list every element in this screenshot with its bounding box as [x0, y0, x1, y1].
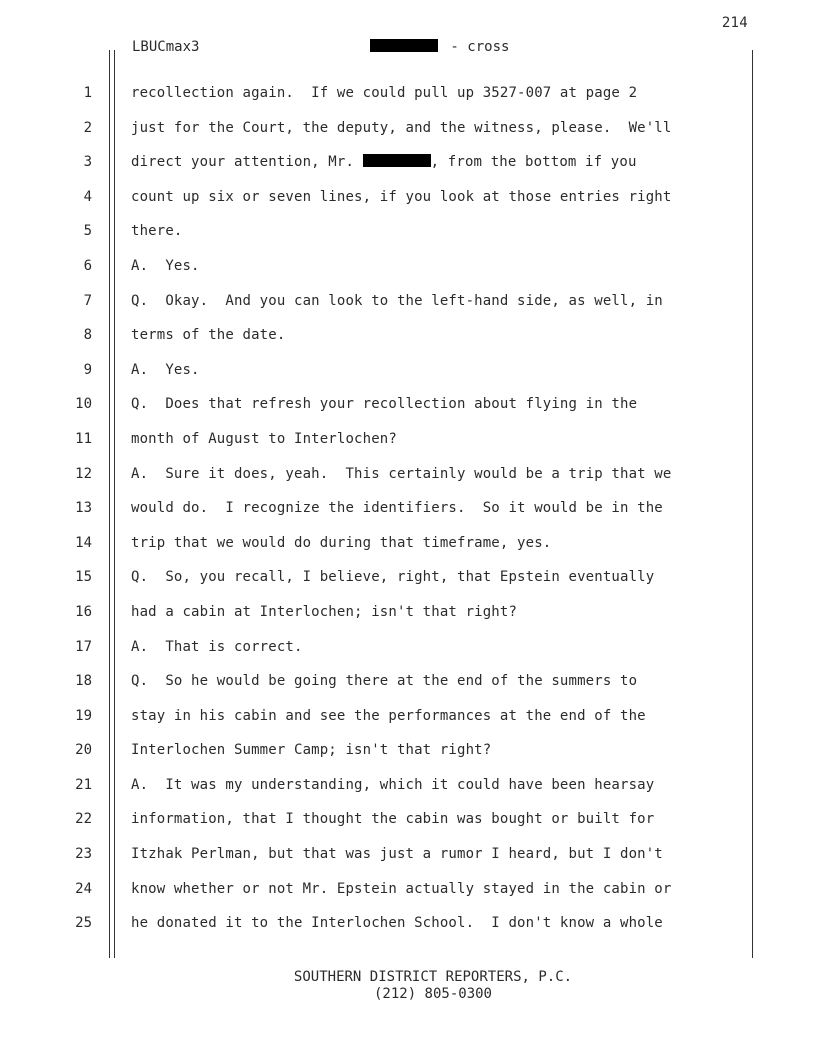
transcript-line: [0, 423, 816, 458]
transcript-line: [0, 181, 816, 216]
transcript-line: [0, 803, 816, 838]
footer-phone-number: (212) 805-0300: [373, 986, 492, 1002]
line-text: Interlochen Summer Camp; isn't that right?: [131, 742, 492, 759]
line-text: just for the Court, the deputy, and the witness, please. We'll: [131, 119, 672, 136]
transcript-line: [0, 285, 816, 320]
line-number: 3: [83, 154, 92, 171]
line-text: A. Sure it does, yeah. This certainly would be a trip that we: [131, 465, 672, 482]
transcript-line: [0, 458, 816, 493]
line-number: 7: [83, 292, 92, 309]
line-number: 11: [75, 430, 92, 447]
transcript-line: [0, 492, 816, 527]
transcript-line: [0, 700, 816, 735]
line-text-after-redaction: , from the bottom if you: [430, 154, 637, 171]
line-number: 20: [75, 742, 92, 759]
line-number: 25: [75, 915, 92, 932]
redaction-box: [363, 154, 431, 167]
transcript-line: [0, 319, 816, 354]
line-text: count up six or seven lines, if you look at those entries right: [131, 188, 672, 205]
line-number: 23: [75, 846, 92, 863]
transcript-line: [0, 838, 816, 873]
line-text-before-redaction: direct your attention, Mr.: [131, 154, 363, 171]
line-number: 24: [75, 880, 92, 897]
line-text: Q. So, you recall, I believe, right, that Epstein eventually: [131, 569, 655, 586]
line-text: had a cabin at Interlochen; isn't that right?: [131, 603, 518, 620]
line-text: month of August to Interlochen?: [131, 430, 397, 447]
transcript-line: [0, 146, 816, 181]
transcript-line: [0, 354, 816, 389]
transcript-line: [0, 769, 816, 804]
line-number: 15: [75, 569, 92, 586]
line-text: Q. Okay. And you can look to the left-hand side, as well, in: [131, 292, 663, 309]
line-text: information, that I thought the cabin was bought or built for: [131, 811, 655, 828]
line-number: 1: [83, 85, 92, 101]
line-number: 17: [75, 638, 92, 655]
header-witness-title: [370, 39, 509, 55]
line-number: 6: [83, 257, 92, 274]
line-text: A. It was my understanding, which it could have been hearsay: [131, 776, 655, 793]
line-number: 19: [75, 707, 92, 724]
line-number: 13: [75, 500, 92, 517]
line-text: Q. So he would be going there at the end of the summers to: [131, 673, 638, 690]
line-number: 10: [75, 396, 92, 413]
line-text: know whether or not Mr. Epstein actually stayed in the cabin or: [131, 880, 672, 897]
transcript-line: [0, 250, 816, 285]
line-number: 21: [75, 776, 92, 793]
footer: [0, 969, 816, 1003]
line-text: Q. Does that refresh your recollection about flying in the: [131, 396, 638, 413]
line-text: recollection again. If we could pull up 3527-007 at page 2: [131, 85, 638, 101]
line-text: A. That is correct.: [131, 638, 303, 655]
line-number: 4: [83, 188, 92, 205]
line-number: 12: [75, 465, 92, 482]
transcript-line: [0, 561, 816, 596]
line-text: A. Yes.: [131, 257, 200, 274]
line-text: [131, 154, 637, 170]
line-text: terms of the date.: [131, 327, 286, 344]
line-text: A. Yes.: [131, 361, 200, 378]
transcript-body: [0, 77, 816, 942]
transcript-line: [0, 734, 816, 769]
line-number: 22: [75, 811, 92, 828]
transcript-line: [0, 215, 816, 250]
line-text: Itzhak Perlman, but that was just a rumor I heard, but I don't: [131, 846, 663, 863]
transcript-line: [0, 527, 816, 562]
line-text: stay in his cabin and see the performances at the end of the: [131, 707, 646, 724]
transcript-line: [0, 596, 816, 631]
line-number: 16: [75, 603, 92, 620]
line-text: trip that we would do during that timeframe, yes.: [131, 534, 552, 551]
header-exam-type: - cross: [442, 39, 510, 55]
redaction-box: [370, 39, 438, 52]
transcript-line: [0, 907, 816, 942]
footer-reporter-name: SOUTHERN DISTRICT REPORTERS, P.C.: [293, 969, 573, 985]
line-text: would do. I recognize the identifiers. So it would be in the: [131, 500, 663, 517]
page-number: 214: [721, 15, 748, 31]
transcript-line: [0, 873, 816, 908]
transcript-line: [0, 665, 816, 700]
transcript-line: [0, 631, 816, 666]
line-number: 9: [83, 361, 92, 378]
transcript-line: [0, 77, 816, 112]
transcript-line: [0, 112, 816, 147]
line-number: 14: [75, 534, 92, 551]
line-number: 18: [75, 673, 92, 690]
header-case-id: LBUCmax3: [132, 39, 200, 55]
transcript-line: [0, 388, 816, 423]
line-number: 8: [83, 327, 92, 344]
line-number: 5: [83, 223, 92, 240]
line-text: there.: [131, 223, 183, 240]
line-number: 2: [83, 119, 92, 136]
line-text: he donated it to the Interlochen School. I don't know a whole: [131, 915, 663, 932]
